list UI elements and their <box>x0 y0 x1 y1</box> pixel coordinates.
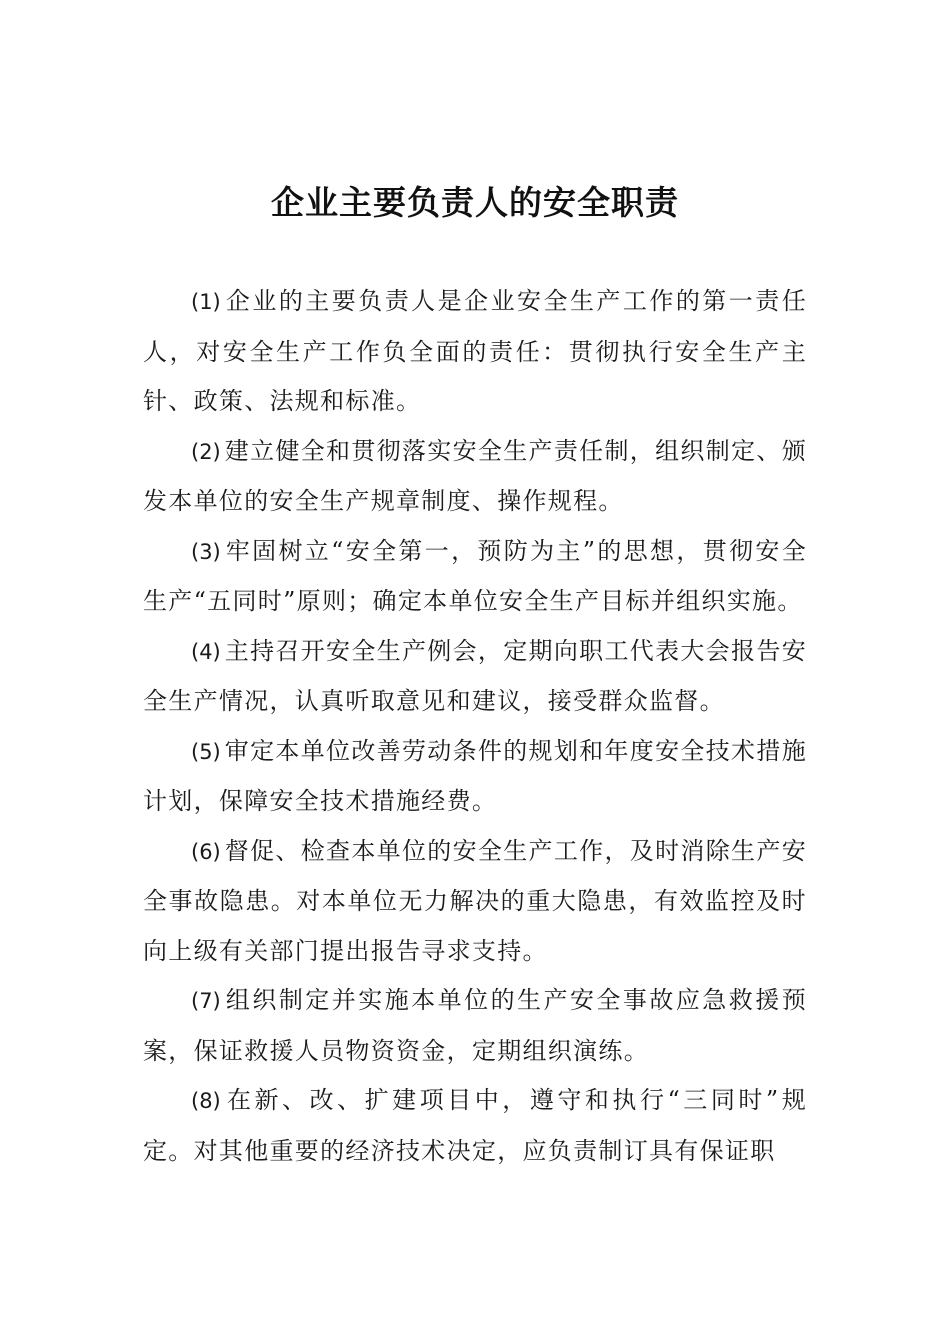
paragraph-4 <box>143 627 807 727</box>
paragraph-text: 在新、改、扩建项目中，遵守和执行“三同时”规定。对其他重要的经济技术决定，应负责制订具有保证职 <box>143 1086 807 1165</box>
paragraph-text: 组织制定并实施本单位的生产安全事故应急救援预案，保证救援人员物资资金，定期组织演练。 <box>143 986 807 1065</box>
paragraph-text: 建立健全和贯彻落实安全生产责任制，组织制定、颁发本单位的安全生产规章制度、操作规程。 <box>143 436 807 515</box>
paragraph-8 <box>143 1076 807 1176</box>
paragraph-text: 审定本单位改善劳动条件的规划和年度安全技术措施计划，保障安全技术措施经费。 <box>143 736 807 815</box>
item-number: (1) <box>191 290 221 314</box>
paragraph-text: 督促、检查本单位的安全生产工作，及时消除生产安全事故隐患。对本单位无力解决的重大隐患，有效监控及时向上级有关部门提出报告寻求支持。 <box>143 836 807 965</box>
item-number: (7) <box>191 989 221 1013</box>
item-number: (5) <box>191 739 221 764</box>
item-number: (3) <box>191 539 221 564</box>
item-number: (2) <box>191 439 221 464</box>
paragraph-text: 企业的主要负责人是企业安全生产工作的第一责任人，对安全生产工作负全面的责任：贯彻执行安全生产主针、政策、法规和标准。 <box>143 287 807 415</box>
paragraph-5 <box>143 727 807 827</box>
item-number: (8) <box>191 1089 221 1113</box>
paragraph-text: 主持召开安全生产例会，定期向职工代表大会报告安全生产情况，认真听取意见和建议，接受群众监督。 <box>143 636 807 715</box>
document-body <box>143 277 807 1176</box>
paragraph-7 <box>143 976 807 1076</box>
paragraph-6 <box>143 827 807 977</box>
paragraph-text: 牢固树立“安全第一，预防为主”的思想，贯彻安全生产“五同时”原则；确定本单位安全生产目标并组织实施。 <box>143 536 807 615</box>
item-number: (6) <box>191 839 221 864</box>
page-title: 企业主要负责人的安全职责 <box>271 183 679 222</box>
paragraph-1 <box>143 277 807 427</box>
paragraph-2 <box>143 427 807 527</box>
paragraph-3 <box>143 527 807 627</box>
item-number: (4) <box>191 639 221 664</box>
